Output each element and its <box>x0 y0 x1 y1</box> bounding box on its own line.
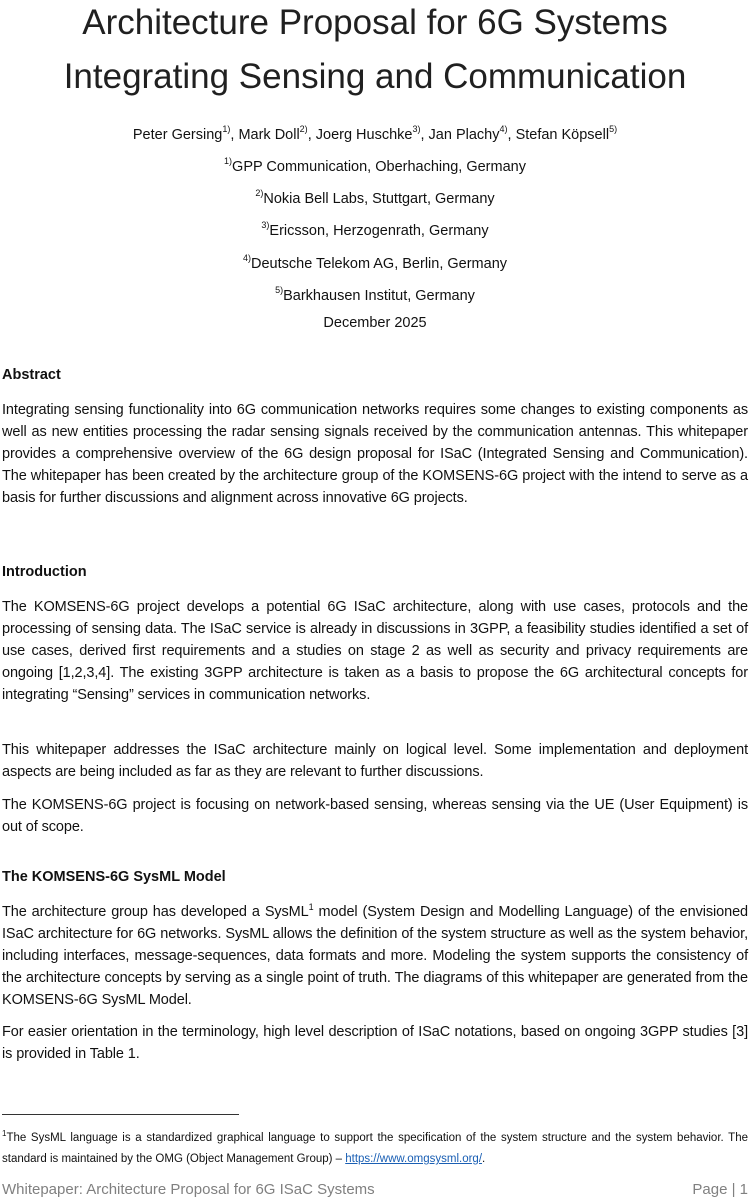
affiliation-text: Nokia Bell Labs, Stuttgart, Germany <box>263 190 495 207</box>
author-name: Jan Plachy <box>428 126 500 143</box>
page-number: Page | 1 <box>692 1181 748 1198</box>
sysml-text-start: The architecture group has developed a SysML <box>2 904 309 920</box>
footer-title: Whitepaper: Architecture Proposal for 6G ISaC Systems <box>2 1181 375 1198</box>
affiliation <box>0 153 750 176</box>
affiliation <box>0 250 750 273</box>
affiliation-mark: 4) <box>242 253 251 263</box>
affiliation <box>0 282 750 305</box>
affiliation-mark: 5) <box>275 285 284 295</box>
footnote-end: . <box>482 1153 486 1165</box>
footnote-reference[interactable]: 1 <box>308 902 314 913</box>
page-footer <box>0 1178 750 1200</box>
sysml-heading: The KOMSENS-6G SysML Model <box>2 869 226 885</box>
author-list: Peter Gersing$^{1)}$, Mark Doll$^{2)}$, Joerg Huschke$^{3)}$, Jan Plachy$^{4)}$, Stefan Köpsell$^{5)}$ <box>132 124 618 143</box>
introduction-paragraph-2: This whitepaper addresses the ISaC architecture mainly on logical level. Some implementation and deployment aspects are being included as far as they are relevant to further discussions. <box>2 742 748 780</box>
introduction-paragraph-3: The KOMSENS-6G project is focusing on network-based sensing, whereas sensing via the UE (User Equipment) is out of scope. <box>2 797 748 835</box>
affiliation-text: Barkhausen Institut, Germany <box>283 287 475 304</box>
title-line-1: Architecture Proposal for 6G Systems <box>82 3 668 42</box>
affiliation-mark: 2) <box>255 188 264 198</box>
affiliation-text: Ericsson, Herzogenrath, Germany <box>269 222 489 239</box>
footnote-separator <box>2 1114 239 1115</box>
sysml-paragraph-2: For easier orientation in the terminology, high level description of ISaC notations, based on ongoing 3GPP studies [3] is provided in Table 1. <box>2 1024 748 1062</box>
title-line-2: Integrating Sensing and Communication <box>63 57 687 96</box>
author-mark: 4) <box>499 124 508 134</box>
abstract-heading: Abstract <box>2 367 61 383</box>
author-mark: 3) <box>412 124 421 134</box>
omgsysml-link[interactable]: https://www.omgsysml.org/ <box>345 1153 483 1165</box>
sysml-text-end: model (System Design and Modelling Language) of the envisioned ISaC architecture for 6G networks. SysML allows the definition of the system structure as well as the system behavior, including interfaces, message-sequences, data formats and more. Modeling the system supports the consistency of the architecture concepts by serving as a single point of truth. The diagrams of this whitepaper are generated from the KOMSENS-6G SysML Model. <box>2 904 749 1008</box>
author-name: Joerg Huschke <box>315 126 413 143</box>
footnote-text: The SysML language is a standardized graphical language to support the specification of the system structure and the system behavior. The standard is maintained by the OMG (Object Management Group) – <box>2 1132 748 1165</box>
author-name: Peter Gersing <box>132 126 223 143</box>
affiliation <box>0 185 750 208</box>
publication-date: December 2025 <box>323 315 427 331</box>
author-mark: 5) <box>609 124 618 134</box>
affiliation-mark: 1) <box>224 156 233 166</box>
affiliation <box>0 217 750 240</box>
sysml-paragraph-1 <box>2 901 748 1011</box>
paper-title <box>0 0 750 104</box>
author-name: Stefan Köpsell <box>515 126 610 143</box>
affiliation-mark: 3) <box>261 220 270 230</box>
footnote-mark: 1 <box>2 1129 7 1139</box>
affiliation-text: GPP Communication, Oberhaching, Germany <box>232 158 526 175</box>
author-name: Mark Doll <box>238 126 300 143</box>
footnote <box>2 1128 748 1170</box>
affiliation-text: Deutsche Telekom AG, Berlin, Germany <box>251 255 508 272</box>
author-mark: 2) <box>299 124 308 134</box>
introduction-heading: Introduction <box>2 564 87 580</box>
introduction-paragraph-1: The KOMSENS-6G project develops a potential 6G ISaC architecture, along with use cases, protocols and the processing of sensing data. The ISaC service is already in discussions in 3GPP, a feasibility studies identified a set of use cases, derived first requirements and a studies on stage 2 as well as security and privacy requirements are ongoing [1,2,3,4]. The existing 3GPP architecture is taken as a basis to propose the 6G architectural concepts for integrating “Sensing” services in communication networks. <box>2 599 748 703</box>
abstract-paragraph: Integrating sensing functionality into 6G communication networks requires some changes to existing components as well as new entities processing the radar sensing signals received by the communication antennas. This whitepaper provides a comprehensive overview of the 6G design proposal for ISaC (Integrated Sensing and Communication). The whitepaper has been created by the architecture group of the KOMSENS-6G project with the intend to serve as a basis for further discussions and alignment across innovative 6G projects. <box>2 402 748 506</box>
author-mark: 1) <box>222 124 231 134</box>
